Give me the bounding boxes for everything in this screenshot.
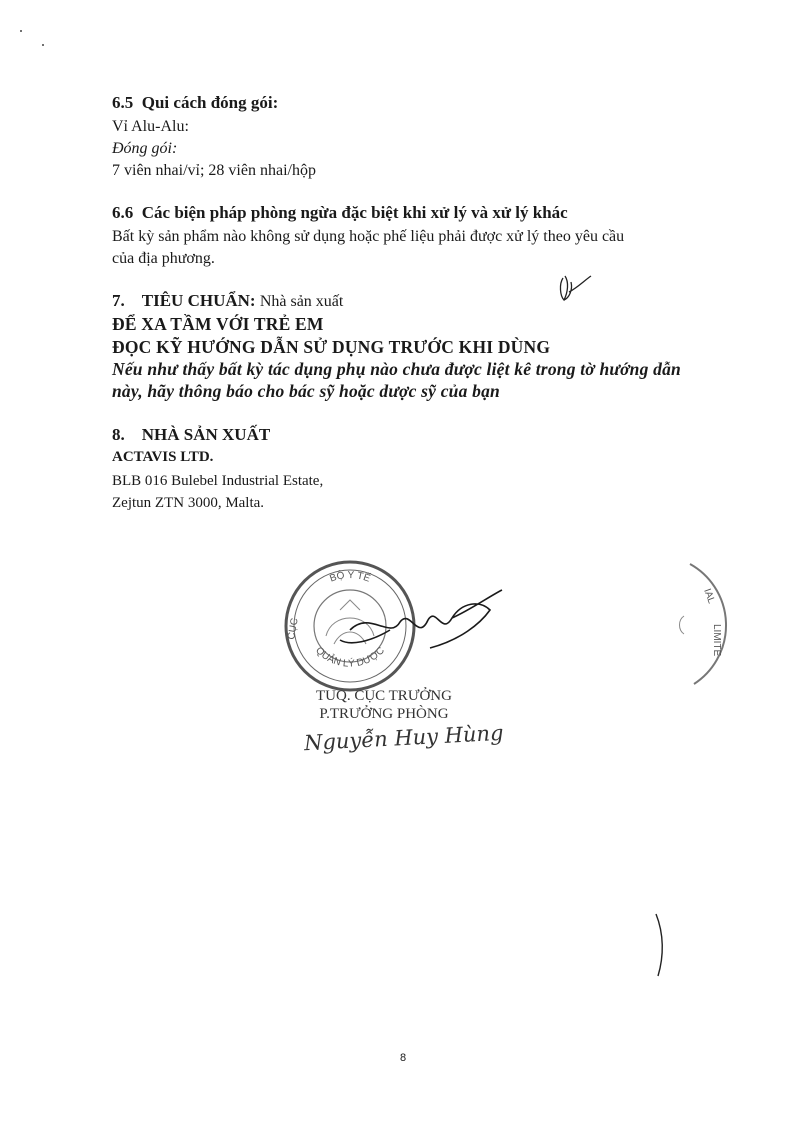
signature-title-1: TUQ. CỤC TRƯỞNG bbox=[316, 688, 452, 704]
page-number: 8 bbox=[400, 1052, 407, 1064]
scan-mark bbox=[650, 910, 670, 980]
packaging-line: Vỉ Alu-Alu: bbox=[112, 118, 189, 135]
section-title: Các biện pháp phòng ngừa đặc biệt khi xử lý và xử lý khác bbox=[141, 203, 568, 222]
section-8-heading bbox=[112, 424, 270, 446]
warning-keep-away: ĐỂ XA TẦM VỚI TRẺ EM bbox=[112, 314, 324, 334]
scan-speck bbox=[20, 30, 22, 32]
section-number: 6.5 bbox=[112, 93, 134, 112]
packaging-line: Đóng gói: bbox=[112, 140, 178, 157]
signature-title-2: P.TRƯỞNG PHÒNG bbox=[319, 706, 449, 722]
section-number: 7. bbox=[112, 291, 125, 310]
partial-seal-text: IAL bbox=[701, 587, 717, 606]
disposal-line: của địa phương. bbox=[112, 250, 215, 267]
seal-ring-bottom: QUẢN LÝ DƯỢC bbox=[313, 645, 387, 670]
signature-name: Nguyễn Huy Hùng bbox=[303, 720, 505, 756]
seal-ring-left: CỤC bbox=[286, 617, 301, 641]
address-line: Zejtun ZTN 3000, Malta. bbox=[112, 495, 265, 511]
section-title: NHÀ SẢN XUẤT bbox=[141, 425, 271, 444]
packaging-line: 7 viên nhai/vỉ; 28 viên nhai/hộp bbox=[112, 162, 316, 179]
handwritten-signature bbox=[330, 580, 510, 670]
section-number: 6.6 bbox=[112, 203, 134, 222]
disposal-line: Bất kỳ sản phẩm nào không sử dụng hoặc phế liệu phải được xử lý theo yêu cầu bbox=[112, 228, 625, 245]
partial-company-seal bbox=[670, 560, 730, 690]
partial-seal-text: LIMITE bbox=[711, 624, 722, 657]
scan-speck bbox=[42, 44, 44, 46]
section-6-6-heading bbox=[112, 202, 568, 224]
section-title: TIÊU CHUẨN: bbox=[141, 291, 256, 310]
section-7-heading bbox=[112, 290, 343, 313]
signature-block bbox=[316, 687, 452, 723]
side-effect-note: Nếu như thấy bất kỳ tác dụng phụ nào chưa được liệt kê trong tờ hướng dẫn bbox=[112, 359, 681, 379]
section-6-5-heading bbox=[112, 92, 278, 114]
warning-read-instructions: ĐỌC KỸ HƯỚNG DẪN SỬ DỤNG TRƯỚC KHI DÙNG bbox=[112, 337, 551, 357]
standard-value: Nhà sản xuất bbox=[259, 293, 344, 310]
seal-ring-top: BỘ Y TẾ bbox=[328, 569, 372, 585]
initials-mark bbox=[555, 270, 595, 310]
side-effect-note: này, hãy thông báo cho bác sỹ hoặc dược sỹ của bạn bbox=[112, 381, 500, 401]
section-number: 8. bbox=[112, 425, 125, 444]
manufacturer-name: ACTAVIS LTD. bbox=[112, 449, 214, 465]
address-line: BLB 016 Bulebel Industrial Estate, bbox=[112, 473, 324, 489]
section-title: Qui cách đóng gói: bbox=[141, 93, 279, 112]
